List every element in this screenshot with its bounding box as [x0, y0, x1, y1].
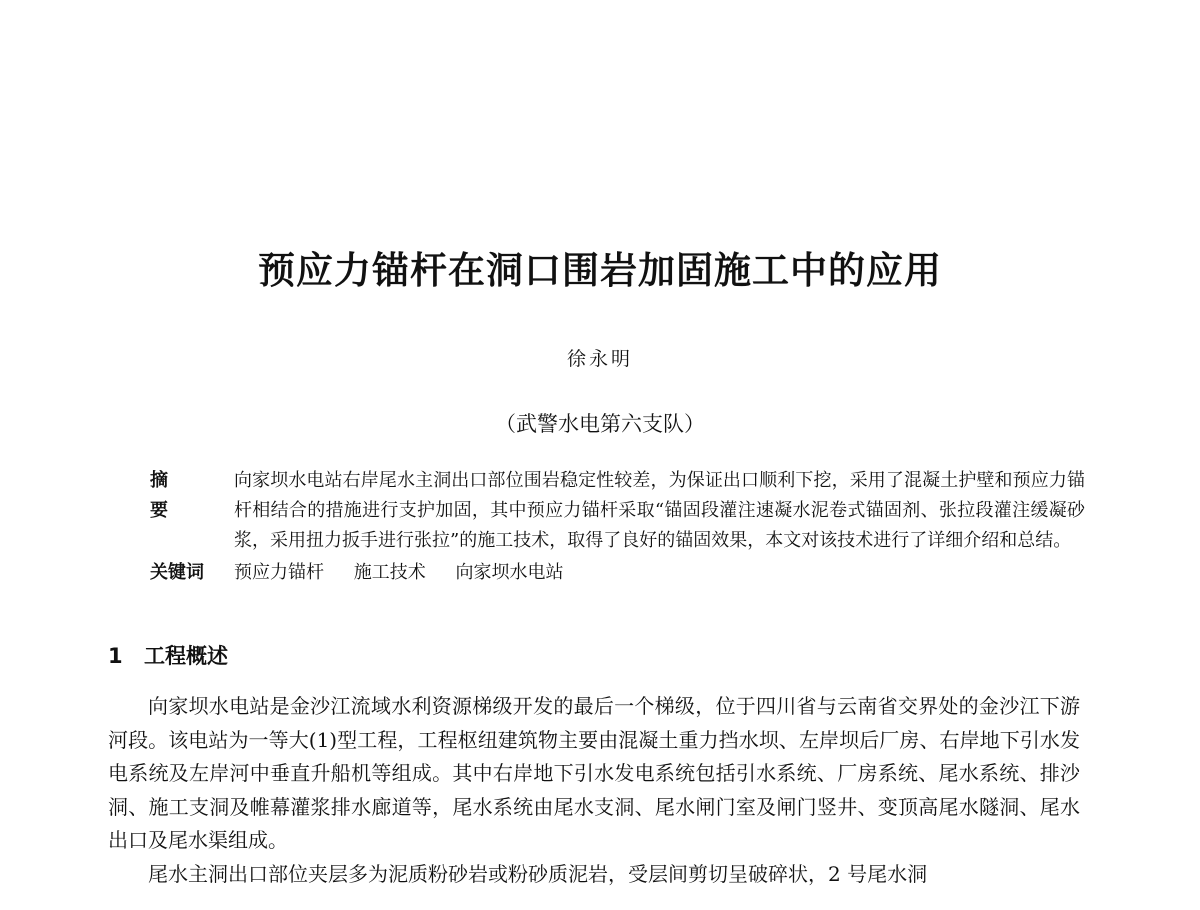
abstract: [150, 466, 1085, 556]
author-affiliation: （武警水电第六支队）: [495, 412, 705, 436]
section-number: 1: [108, 644, 123, 668]
keywords-label: 关键词: [150, 562, 204, 583]
paragraph: 向家坝水电站是金沙江流域水利资源梯级开发的最后一个梯级，位于四川省与云南省交界处的金沙江下游河段。该电站为一等大(1)型工程，工程枢纽建筑物主要由混凝土重力挡水坝、左岸坝后厂房、右岸地下引水发电系统及左岸河中垂直升船机等组成。其中右岸地下引水发电系统包括引水系统、厂房系统、尾水系统、排沙洞、施工支洞及帷幕灌浆排水廊道等，尾水系统由尾水支洞、尾水闸门室及闸门竖井、变顶高尾水隧洞、尾水出口及尾水渠组成。: [108, 694, 1080, 852]
keywords-list: [234, 558, 587, 588]
author-name: 徐永明: [566, 348, 633, 370]
keyword: 施工技术: [353, 562, 426, 583]
keywords: [150, 558, 1085, 588]
abstract-label: 摘 要: [150, 470, 188, 521]
abstract-block: [150, 466, 1085, 588]
body-text: [108, 690, 1080, 891]
section-title: 工程概述: [144, 644, 228, 668]
abstract-text: 向家坝水电站右岸尾水主洞出口部位围岩稳定性较差，为保证出口顺利下挖，采用了混凝土护壁和预应力锚杆相结合的措施进行支护加固，其中预应力锚杆采取“锚固段灌注速凝水泥卷式锚固剂、张拉段灌注缓凝砂浆，采用扭力扳手进行张拉”的施工技术，取得了良好的锚固效果，本文对该技术进行了详细介绍和总结。: [234, 470, 1085, 551]
paper-title: 预应力锚杆在洞口围岩加固施工中的应用: [258, 249, 942, 292]
keyword: 向家坝水电站: [455, 562, 564, 583]
paragraph: 尾水主洞出口部位夹层多为泥质粉砂岩或粉砂质泥岩，受层间剪切呈破碎状，2 号尾水洞: [148, 861, 928, 886]
keyword: 预应力锚杆: [234, 562, 324, 583]
section-heading: [108, 640, 228, 672]
